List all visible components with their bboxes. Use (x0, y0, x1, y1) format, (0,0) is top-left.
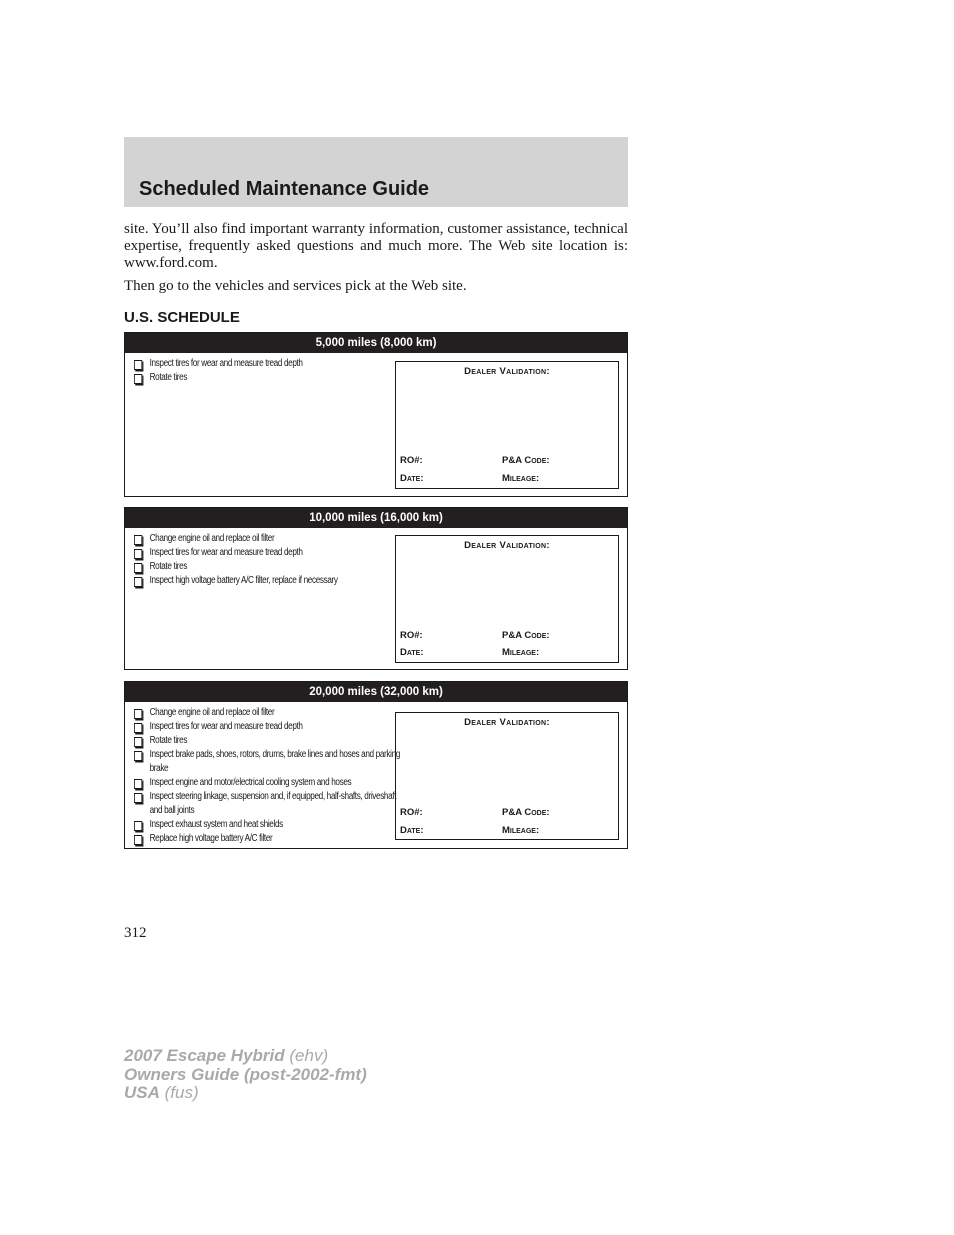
task-item: Inspect high voltage battery A/C filter, replace if necessary (134, 574, 404, 588)
interval-title: 20,000 miles (32,000 km) (125, 682, 627, 702)
pa-code-label: P&A Code: (502, 807, 550, 818)
checkbox-icon[interactable] (134, 535, 142, 545)
interval-title: 5,000 miles (8,000 km) (125, 333, 627, 353)
section-header-band (124, 137, 628, 207)
document-footer (124, 1047, 367, 1103)
dealer-validation-box (395, 712, 619, 840)
maintenance-interval-10000 (124, 507, 628, 670)
task-list (125, 702, 400, 846)
page-title: Scheduled Maintenance Guide (139, 178, 430, 200)
ro-label: RO#: (400, 455, 423, 466)
task-item: Rotate tires (134, 371, 404, 385)
task-item: Change engine oil and replace oil filter (134, 532, 404, 546)
intro-paragraph: site. You’ll also find important warranty information, customer assistance, technical expertise, frequently asked questions and much more. The Web site location is: www.ford.com. (124, 221, 628, 271)
footer-market-code: (fus) (159, 1083, 199, 1102)
mileage-label: Mileage: (502, 825, 540, 836)
task-item: Inspect brake pads, shoes, rotors, drums, brake lines and hoses and parking brake (134, 748, 404, 776)
maintenance-interval-20000 (124, 681, 628, 849)
ro-label: RO#: (400, 630, 423, 641)
checkbox-icon[interactable] (134, 737, 142, 747)
checkbox-icon[interactable] (134, 549, 142, 559)
section-heading: U.S. SCHEDULE (124, 309, 240, 326)
checkbox-icon[interactable] (134, 793, 142, 803)
intro-text (124, 221, 628, 301)
footer-model: 2007 Escape Hybrid (124, 1046, 285, 1065)
task-item: Inspect tires for wear and measure tread depth (134, 546, 404, 560)
checkbox-icon[interactable] (134, 723, 142, 733)
date-label: Date: (400, 825, 424, 836)
checkbox-icon[interactable] (134, 709, 142, 719)
dealer-validation-box (395, 535, 619, 663)
task-item: Change engine oil and replace oil filter (134, 706, 404, 720)
pa-code-label: P&A Code: (502, 630, 550, 641)
task-item: Inspect engine and motor/electrical cooling system and hoses (134, 776, 404, 790)
checkbox-icon[interactable] (134, 835, 142, 845)
task-list (125, 528, 389, 588)
checkbox-icon[interactable] (134, 374, 142, 384)
task-item: Replace high voltage battery A/C filter (134, 832, 404, 846)
task-item: Rotate tires (134, 560, 404, 574)
checkbox-icon[interactable] (134, 577, 142, 587)
task-item: Inspect exhaust system and heat shields (134, 818, 404, 832)
maintenance-interval-5000 (124, 332, 628, 497)
task-list (125, 353, 389, 385)
dealer-validation-title: Dealer Validation: (464, 540, 550, 551)
checkbox-icon[interactable] (134, 821, 142, 831)
task-item: Inspect tires for wear and measure tread depth (134, 720, 404, 734)
footer-market: USA (124, 1083, 160, 1102)
footer-guide: Owners Guide (post-2002-fmt) (124, 1064, 367, 1084)
checkbox-icon[interactable] (134, 360, 142, 370)
mileage-label: Mileage: (502, 647, 540, 658)
task-item: Rotate tires (134, 734, 404, 748)
dealer-validation-box (395, 361, 619, 489)
footer-model-code: (ehv) (284, 1046, 329, 1065)
dealer-validation-title: Dealer Validation: (464, 366, 550, 377)
date-label: Date: (400, 473, 424, 484)
ro-label: RO#: (400, 807, 423, 818)
checkbox-icon[interactable] (134, 563, 142, 573)
dealer-validation-title: Dealer Validation: (464, 717, 550, 728)
interval-title: 10,000 miles (16,000 km) (125, 508, 627, 528)
task-item: Inspect tires for wear and measure tread depth (134, 357, 404, 371)
task-item: Inspect steering linkage, suspension and, if equipped, half-shafts, driveshaft and ball joints (134, 790, 404, 818)
date-label: Date: (400, 647, 424, 658)
mileage-label: Mileage: (502, 473, 540, 484)
page-number: 312 (124, 925, 147, 941)
pa-code-label: P&A Code: (502, 455, 550, 466)
intro-paragraph: Then go to the vehicles and services pick at the Web site. (124, 278, 467, 294)
checkbox-icon[interactable] (134, 779, 142, 789)
checkbox-icon[interactable] (134, 751, 142, 761)
